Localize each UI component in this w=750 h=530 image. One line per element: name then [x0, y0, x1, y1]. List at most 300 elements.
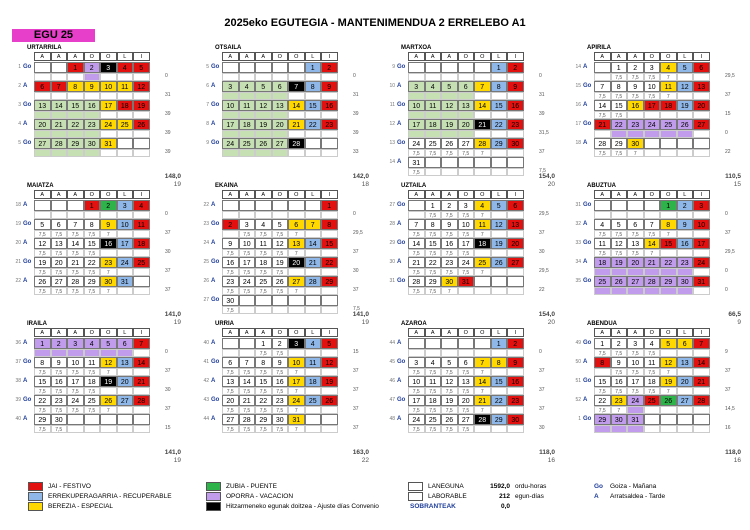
hours-cell — [100, 73, 117, 81]
day-cell — [677, 138, 694, 149]
hours-cell: 7 — [441, 287, 458, 295]
hours-cell — [627, 111, 644, 119]
week-number: 52 — [575, 397, 581, 403]
hours-cell — [117, 249, 134, 257]
weekday-header: A — [239, 52, 256, 61]
hours-cell — [491, 111, 508, 119]
week-total-hours: 14,5 — [725, 406, 735, 412]
hours-cell — [441, 73, 458, 81]
day-cell — [34, 200, 51, 211]
hours-cell — [100, 111, 117, 119]
day-cell: 23 — [677, 257, 694, 268]
day-cell: 12 — [100, 357, 117, 368]
hours-cell — [408, 130, 425, 138]
hours-cell — [239, 130, 256, 138]
month-total-hours: 142,0 — [352, 173, 369, 180]
shift-code: A — [211, 121, 216, 127]
day-cell: 24 — [67, 395, 84, 406]
day-cell: 6 — [34, 81, 51, 92]
hours-cell — [693, 268, 710, 276]
shift-code: A — [211, 340, 216, 346]
hours-cell — [693, 211, 710, 219]
month-name: UZTAILA — [401, 183, 427, 189]
day-cell: 18 — [425, 395, 442, 406]
weekday-header: O — [272, 190, 289, 199]
weekday-header: O — [100, 328, 117, 337]
day-cell: 23 — [51, 395, 68, 406]
hours-cell — [677, 149, 694, 157]
hours-cell: 7,5 — [425, 368, 442, 376]
hours-cell — [594, 211, 611, 219]
day-cell: 16 — [507, 100, 524, 111]
day-cell: 21 — [133, 376, 150, 387]
day-cell — [425, 157, 442, 168]
hours-cell — [660, 149, 677, 157]
hours-cell: 7,5 — [408, 268, 425, 276]
month-total-hours: 141,0 — [164, 449, 181, 456]
day-cell: 30 — [507, 138, 524, 149]
shift-code: A — [23, 121, 28, 127]
hours-cell — [67, 130, 84, 138]
week-number: 9 — [206, 140, 209, 146]
hours-cell: 7,5 — [222, 387, 239, 395]
hours-cell — [660, 406, 677, 414]
hours-cell: 7,5 — [644, 73, 661, 81]
day-cell: 18 — [474, 238, 491, 249]
day-cell: 12 — [441, 376, 458, 387]
day-cell — [441, 338, 458, 349]
day-cell: 9 — [627, 81, 644, 92]
hours-cell: 7,5 — [458, 368, 475, 376]
day-cell: 13 — [507, 219, 524, 230]
week-number: 23 — [203, 221, 209, 227]
day-cell: 3 — [627, 338, 644, 349]
hours-cell — [660, 211, 677, 219]
day-cell: 6 — [458, 81, 475, 92]
hours-cell: 7,5 — [34, 387, 51, 395]
hours-cell — [474, 349, 491, 357]
day-cell — [117, 138, 134, 149]
day-cell: 13 — [51, 238, 68, 249]
hours-cell: 7,5 — [458, 149, 475, 157]
hours-cell — [693, 368, 710, 376]
hours-cell — [425, 92, 442, 100]
week-total-hours: 0 — [353, 211, 356, 217]
month-name: OTSAILA — [215, 45, 242, 51]
hours-cell — [272, 130, 289, 138]
day-cell: 10 — [239, 238, 256, 249]
hours-cell — [222, 211, 239, 219]
day-cell: 24 — [100, 119, 117, 130]
hours-cell: 7,5 — [34, 287, 51, 295]
weekday-header: L — [305, 190, 322, 199]
hours-cell — [239, 306, 256, 314]
day-cell: 13 — [288, 238, 305, 249]
day-cell: 8 — [660, 219, 677, 230]
day-cell: 28 — [239, 414, 256, 425]
day-cell — [239, 295, 256, 306]
week-total-hours: 37 — [725, 92, 731, 98]
shift-code: Go — [211, 397, 220, 403]
week-total-hours: 37 — [165, 230, 171, 236]
day-cell — [660, 414, 677, 425]
day-cell — [305, 200, 322, 211]
day-cell: 25 — [644, 395, 661, 406]
hours-cell: 7,5 — [239, 406, 256, 414]
hours-cell: 7,5 — [84, 368, 101, 376]
day-cell: 30 — [51, 414, 68, 425]
day-cell: 7 — [239, 357, 256, 368]
week-number: 33 — [575, 240, 581, 246]
day-cell: 26 — [100, 395, 117, 406]
hours-cell: 7,5 — [458, 387, 475, 395]
day-cell: 9 — [51, 357, 68, 368]
legend-label-recuperable: ERREKUPERAGARRIA - RECUPERABLE — [48, 493, 172, 500]
day-cell — [693, 414, 710, 425]
hours-cell: 7,5 — [51, 268, 68, 276]
hours-cell — [441, 111, 458, 119]
week-total-hours: 0 — [353, 73, 356, 79]
day-cell: 2 — [611, 338, 628, 349]
day-cell — [239, 338, 256, 349]
hours-cell — [507, 387, 524, 395]
day-cell: 29 — [67, 138, 84, 149]
day-cell — [507, 157, 524, 168]
day-cell — [288, 62, 305, 73]
day-cell: 22 — [255, 395, 272, 406]
week-total-hours: 9 — [725, 349, 728, 355]
week-number: 40 — [203, 340, 209, 346]
hours-cell — [67, 149, 84, 157]
day-cell: 3 — [67, 338, 84, 349]
day-cell: 3 — [239, 219, 256, 230]
hours-cell: 7 — [100, 268, 117, 276]
hours-cell: 7,5 — [255, 349, 272, 357]
day-cell: 15 — [321, 238, 338, 249]
day-cell: 14 — [51, 100, 68, 111]
day-cell: 18 — [117, 100, 134, 111]
week-total-hours: 37 — [353, 287, 359, 293]
hours-cell — [458, 287, 475, 295]
hours-cell — [305, 306, 322, 314]
day-cell: 27 — [458, 414, 475, 425]
day-cell: 1 — [34, 338, 51, 349]
shift-code: A — [583, 140, 588, 146]
day-cell — [321, 414, 338, 425]
week-total-hours: 30 — [539, 425, 545, 431]
hours-cell — [288, 73, 305, 81]
shift-code: Go — [23, 221, 32, 227]
day-cell: 5 — [660, 338, 677, 349]
hours-cell: 7,5 — [67, 406, 84, 414]
legend-label-especial: BEREZIA - ESPECIAL — [48, 503, 114, 510]
day-cell: 6 — [272, 81, 289, 92]
day-cell: 26 — [660, 395, 677, 406]
month-working-days: 18 — [361, 181, 369, 188]
hours-cell — [321, 111, 338, 119]
hours-cell — [677, 230, 694, 238]
week-total-hours: 0 — [725, 130, 728, 136]
day-cell: 16 — [84, 100, 101, 111]
day-cell: 24 — [644, 119, 661, 130]
day-cell: 1 — [491, 338, 508, 349]
day-cell: 10 — [100, 81, 117, 92]
shift-code: Go — [211, 102, 220, 108]
day-cell: 25 — [133, 257, 150, 268]
day-cell: 5 — [100, 338, 117, 349]
hours-cell: 7,5 — [67, 249, 84, 257]
day-cell: 19 — [272, 257, 289, 268]
hours-cell: 7,5 — [67, 287, 84, 295]
week-number: 16 — [575, 102, 581, 108]
hours-cell — [474, 425, 491, 433]
hours-cell — [491, 230, 508, 238]
shift-code: Go — [211, 221, 220, 227]
hours-cell: 7,5 — [627, 92, 644, 100]
hours-cell — [272, 111, 289, 119]
day-cell: 4 — [84, 338, 101, 349]
hours-cell: 7,5 — [272, 268, 289, 276]
hours-cell: 7,5 — [425, 287, 442, 295]
day-cell: 14 — [305, 238, 322, 249]
weekday-header: O — [474, 190, 491, 199]
hours-cell — [34, 73, 51, 81]
hours-cell — [507, 268, 524, 276]
day-cell — [693, 138, 710, 149]
hours-cell: 7,5 — [67, 368, 84, 376]
hours-cell — [67, 73, 84, 81]
hours-cell — [474, 168, 491, 176]
legend-swatch-laneguna — [408, 482, 423, 491]
hours-cell — [239, 73, 256, 81]
day-cell — [474, 276, 491, 287]
day-cell: 19 — [133, 100, 150, 111]
day-cell: 25 — [84, 395, 101, 406]
hours-cell: 7,5 — [408, 230, 425, 238]
month-name: URTARRILA — [27, 45, 62, 51]
shift-code: Go — [397, 397, 406, 403]
week-total-hours: 37 — [165, 287, 171, 293]
week-total-hours: 39 — [165, 149, 171, 155]
legend-label-puente: ZUBIA - PUENTE — [226, 483, 277, 490]
month-name: EKAINA — [215, 183, 239, 189]
hours-cell — [321, 211, 338, 219]
weekday-header: O — [84, 52, 101, 61]
day-cell — [458, 62, 475, 73]
hours-cell — [117, 406, 134, 414]
day-cell: 15 — [34, 376, 51, 387]
shift-code: Go — [583, 83, 592, 89]
hours-cell: 7,5 — [51, 387, 68, 395]
weekday-header: L — [117, 328, 134, 337]
hours-cell — [51, 149, 68, 157]
day-cell: 28 — [474, 414, 491, 425]
hours-cell — [67, 92, 84, 100]
day-cell — [51, 62, 68, 73]
day-cell: 21 — [305, 257, 322, 268]
hours-cell — [222, 349, 239, 357]
hours-cell — [117, 287, 134, 295]
day-cell: 14 — [474, 376, 491, 387]
day-cell: 31 — [627, 414, 644, 425]
weekday-header: A — [594, 190, 611, 199]
month-block — [570, 321, 740, 486]
weekday-header: L — [305, 52, 322, 61]
day-cell: 1 — [425, 200, 442, 211]
hours-cell: 7,5 — [458, 249, 475, 257]
hours-cell — [693, 249, 710, 257]
day-cell: 4 — [474, 200, 491, 211]
day-cell — [594, 62, 611, 73]
hours-cell — [305, 287, 322, 295]
month-name: IRAILA — [27, 321, 47, 327]
day-cell: 17 — [644, 100, 661, 111]
weekday-header: I — [321, 328, 338, 337]
week-total-hours: 7,5 — [353, 306, 360, 312]
hours-cell — [133, 349, 150, 357]
week-number: 9 — [392, 64, 395, 70]
week-number: 41 — [203, 359, 209, 365]
weekday-header: O — [288, 52, 305, 61]
day-cell: 27 — [51, 276, 68, 287]
hours-cell: 7,5 — [51, 425, 68, 433]
week-number: 10 — [389, 83, 395, 89]
day-cell: 26 — [441, 414, 458, 425]
day-cell: 28 — [644, 276, 661, 287]
day-cell — [305, 414, 322, 425]
hours-cell — [34, 92, 51, 100]
day-cell — [34, 62, 51, 73]
week-total-hours: 0 — [165, 73, 168, 79]
day-cell: 30 — [611, 414, 628, 425]
day-cell: 5 — [133, 62, 150, 73]
hours-cell — [441, 130, 458, 138]
day-cell: 17 — [239, 257, 256, 268]
hours-cell: 7,5 — [441, 268, 458, 276]
day-cell: 3 — [408, 357, 425, 368]
hours-cell — [117, 349, 134, 357]
day-cell — [458, 338, 475, 349]
day-cell — [660, 138, 677, 149]
laborable-value: 212 — [499, 493, 510, 500]
hours-cell — [594, 268, 611, 276]
day-cell: 28 — [594, 138, 611, 149]
day-cell: 17 — [408, 395, 425, 406]
hours-cell: 7,5 — [222, 268, 239, 276]
day-cell: 27 — [288, 276, 305, 287]
hours-cell — [67, 111, 84, 119]
hours-cell — [305, 149, 322, 157]
day-cell: 17 — [408, 119, 425, 130]
hours-cell: 7,5 — [51, 368, 68, 376]
day-cell: 8 — [34, 357, 51, 368]
day-cell: 5 — [272, 219, 289, 230]
day-cell: 27 — [272, 138, 289, 149]
week-number: 3 — [18, 102, 21, 108]
day-cell: 28 — [288, 138, 305, 149]
hours-cell — [408, 349, 425, 357]
hours-cell — [133, 92, 150, 100]
day-cell: 14 — [644, 238, 661, 249]
day-cell — [474, 338, 491, 349]
hours-cell — [677, 268, 694, 276]
hours-cell — [67, 211, 84, 219]
week-number: 48 — [389, 416, 395, 422]
hours-cell — [305, 92, 322, 100]
hours-cell: 7,5 — [594, 349, 611, 357]
day-cell: 18 — [660, 100, 677, 111]
day-cell: 2 — [222, 219, 239, 230]
weekday-header: L — [491, 52, 508, 61]
hours-cell — [594, 425, 611, 433]
day-cell: 25 — [425, 138, 442, 149]
hours-cell — [693, 387, 710, 395]
day-cell: 24 — [458, 257, 475, 268]
hours-cell — [100, 425, 117, 433]
day-cell: 8 — [611, 81, 628, 92]
hours-cell: 7,5 — [611, 92, 628, 100]
hours-cell — [305, 211, 322, 219]
hours-cell — [34, 349, 51, 357]
day-cell: 18 — [133, 238, 150, 249]
day-cell: 15 — [255, 376, 272, 387]
hours-cell — [507, 111, 524, 119]
hours-cell: 7,5 — [611, 387, 628, 395]
month-name: URRIA — [215, 321, 234, 327]
hours-cell — [677, 406, 694, 414]
day-cell: 20 — [117, 376, 134, 387]
day-cell: 13 — [627, 238, 644, 249]
day-cell: 6 — [677, 338, 694, 349]
day-cell: 10 — [644, 81, 661, 92]
day-cell — [408, 338, 425, 349]
laneguna-value: 1592,0 — [490, 483, 510, 490]
day-cell: 15 — [594, 376, 611, 387]
hours-cell: 7,5 — [458, 406, 475, 414]
hours-cell — [644, 287, 661, 295]
hours-cell — [321, 149, 338, 157]
hours-cell — [288, 130, 305, 138]
day-cell: 30 — [507, 414, 524, 425]
hours-cell — [305, 73, 322, 81]
day-cell — [222, 200, 239, 211]
day-cell: 17 — [627, 376, 644, 387]
hours-cell — [693, 73, 710, 81]
day-cell: 27 — [677, 395, 694, 406]
day-cell: 31 — [100, 138, 117, 149]
hours-cell — [491, 92, 508, 100]
day-cell: 9 — [222, 238, 239, 249]
hours-cell — [491, 149, 508, 157]
month-working-days: 19 — [173, 181, 181, 188]
weekday-header: A — [594, 328, 611, 337]
hours-cell — [239, 349, 256, 357]
day-cell: 19 — [34, 257, 51, 268]
day-cell: 30 — [84, 138, 101, 149]
hours-cell — [222, 130, 239, 138]
hours-cell — [272, 306, 289, 314]
day-cell: 27 — [222, 414, 239, 425]
week-number: 36 — [15, 340, 21, 346]
hours-cell — [321, 349, 338, 357]
week-total-hours: 37 — [725, 368, 731, 374]
weekday-header: A — [611, 52, 628, 61]
hours-cell — [305, 249, 322, 257]
hours-cell — [84, 149, 101, 157]
hours-cell: 7,5 — [408, 168, 425, 176]
hours-cell — [321, 130, 338, 138]
page-title: 2025eko EGUTEGIA - MANTENIMENDUA 2 ERRELEBO A1 — [224, 17, 526, 29]
